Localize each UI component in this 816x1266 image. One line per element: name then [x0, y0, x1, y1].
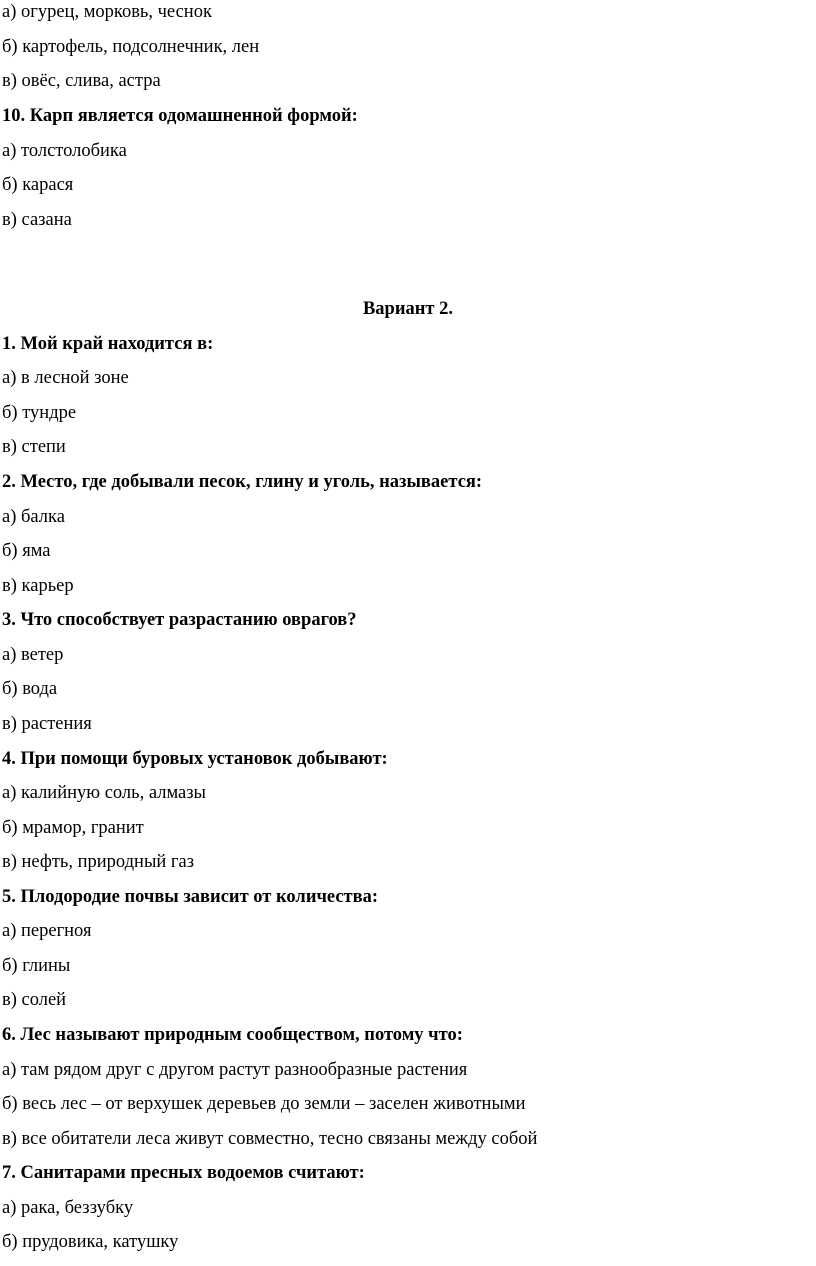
question-7: 7. Санитарами пресных водоемов считают: — [2, 1163, 365, 1183]
variant-heading: Вариант 2. — [362, 299, 454, 319]
answer-option: б) весь лес – от верхушек деревьев до земли – заселен животными — [2, 1094, 526, 1114]
answer-option: б) яма — [2, 541, 51, 561]
answer-option: а) калийную соль, алмазы — [2, 783, 206, 803]
question-3: 3. Что способствует разрастанию оврагов? — [2, 610, 357, 630]
answer-option: а) толстолобика — [2, 141, 127, 161]
answer-option: а) огурец, морковь, чеснок — [2, 2, 212, 22]
answer-option: б) картофель, подсолнечник, лен — [2, 37, 260, 57]
answer-option: в) степи — [2, 437, 66, 457]
answer-option: б) глины — [2, 956, 71, 976]
answer-option: а) балка — [2, 507, 65, 527]
answer-option: б) вода — [2, 679, 58, 699]
question-6: 6. Лес называют природным сообществом, потому что: — [2, 1025, 463, 1045]
answer-option: в) все обитатели леса живут совместно, тесно связаны между собой — [2, 1129, 538, 1149]
answer-option: в) сазана — [2, 210, 72, 230]
answer-option: в) растения — [2, 714, 92, 734]
question-1: 1. Мой край находится в: — [2, 334, 214, 354]
answer-option: в) карьер — [2, 576, 74, 596]
answer-option: а) ветер — [2, 645, 64, 665]
answer-option: в) нефть, природный газ — [2, 852, 195, 872]
answer-option: а) там рядом друг с другом растут разнообразные растения — [2, 1060, 468, 1080]
answer-option: б) карася — [2, 175, 74, 195]
answer-option: б) мрамор, гранит — [2, 818, 144, 838]
question-2: 2. Место, где добывали песок, глину и уголь, называется: — [2, 472, 483, 492]
answer-option: в) овёс, слива, астра — [2, 71, 161, 91]
answer-option: а) перегноя — [2, 921, 92, 941]
answer-option: а) рака, беззубку — [2, 1198, 134, 1218]
question-4: 4. При помощи буровых установок добывают: — [2, 749, 388, 769]
question-10: 10. Карп является одомашненной формой: — [2, 106, 358, 126]
answer-option: б) тундре — [2, 403, 77, 423]
question-5: 5. Плодородие почвы зависит от количества: — [2, 887, 379, 907]
answer-option: а) в лесной зоне — [2, 368, 129, 388]
answer-option: в) солей — [2, 990, 67, 1010]
answer-option: б) прудовика, катушку — [2, 1232, 179, 1252]
